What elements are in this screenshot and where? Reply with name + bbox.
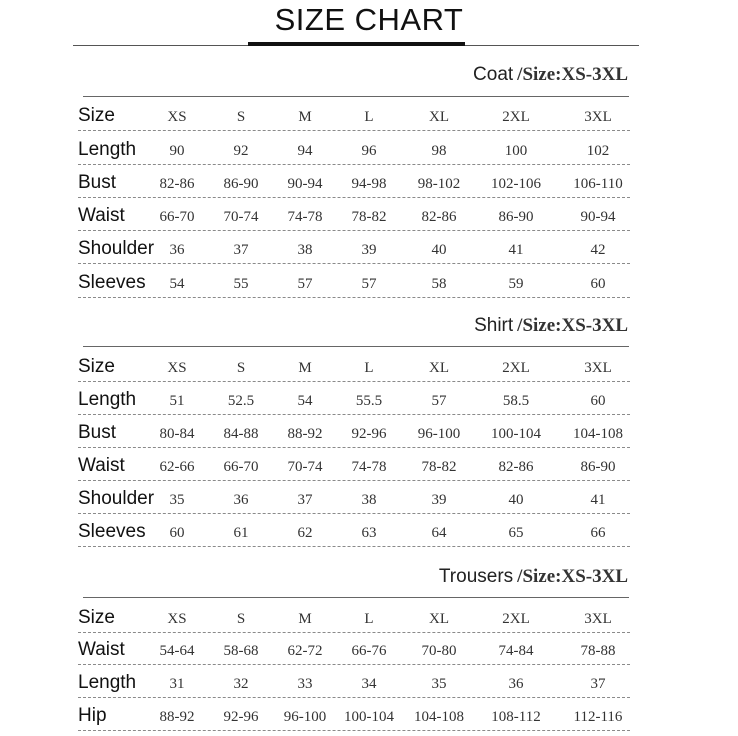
table-cell: 100-104 [344, 709, 394, 725]
table-cell: L [364, 360, 374, 376]
table-cell: XS [167, 611, 187, 627]
row-label: Sleeves [78, 272, 146, 293]
shirt-section-heading [474, 315, 628, 337]
table-cell: 88-92 [159, 709, 195, 725]
table-cell: 100 [504, 143, 528, 159]
trousers-size-range: /Size:XS-3XL [517, 566, 628, 587]
page-title: SIZE CHART [274, 2, 464, 37]
trousers-row-size [78, 602, 630, 633]
row-label: Bust [78, 422, 117, 443]
table-cell: 40 [431, 242, 447, 258]
table-cell: 54 [169, 276, 185, 292]
table-cell: 39 [431, 492, 447, 508]
table-cell: 102 [586, 143, 610, 159]
row-label: Length [78, 139, 137, 160]
table-cell: M [298, 109, 312, 125]
row-label: Bust [78, 172, 117, 193]
table-cell: 62-66 [159, 459, 195, 475]
table-cell: 104-108 [414, 709, 464, 725]
table-cell: L [364, 109, 374, 125]
table-cell: 98 [431, 143, 447, 159]
coat-section-name: Coat [473, 64, 514, 85]
table-cell: XS [167, 360, 187, 376]
coat-row-size [78, 100, 630, 131]
table-cell: 74-78 [287, 209, 323, 225]
table-cell: 82-86 [159, 176, 195, 192]
trousers-section-name: Trousers [438, 566, 514, 587]
table-cell: 60 [590, 393, 606, 409]
table-cell: 60 [590, 276, 606, 292]
table-cell: 3XL [584, 360, 612, 376]
table-cell: 41 [508, 242, 524, 258]
shirt-section-name: Shirt [474, 315, 514, 336]
table-cell: S [236, 109, 246, 125]
shirt-row-length [78, 384, 630, 415]
table-cell: 82-86 [498, 459, 534, 475]
table-cell: 100-104 [491, 426, 541, 442]
table-cell: XS [167, 109, 187, 125]
coat-row-waist [78, 200, 630, 231]
table-cell: 98-102 [417, 176, 461, 192]
table-cell: 104-108 [573, 426, 623, 442]
table-cell: 78-88 [580, 643, 616, 659]
table-cell: 63 [361, 525, 377, 541]
table-cell: 36 [233, 492, 249, 508]
coat-size-range: /Size:XS-3XL [517, 64, 628, 85]
table-cell: 57 [431, 393, 447, 409]
table-cell: 94-98 [351, 176, 387, 192]
shirt-heading-divider [83, 346, 629, 347]
table-cell: 86-90 [498, 209, 534, 225]
table-cell: 52.5 [227, 393, 255, 409]
table-cell: 2XL [502, 611, 530, 627]
table-cell: 38 [361, 492, 377, 508]
shirt-row-shoulder [78, 483, 630, 514]
table-cell: 59 [508, 276, 524, 292]
row-label: Shoulder [78, 238, 155, 259]
row-label: Hip [78, 705, 107, 726]
table-cell: 102-106 [491, 176, 541, 192]
row-label: Shoulder [78, 488, 155, 509]
table-cell: 70-74 [287, 459, 323, 475]
trousers-row-length [78, 667, 630, 698]
table-cell: 58 [431, 276, 447, 292]
table-cell: 94 [297, 143, 313, 159]
table-cell: 65 [508, 525, 524, 541]
table-cell: 70-74 [223, 209, 259, 225]
table-cell: 3XL [584, 109, 612, 125]
table-cell: 38 [297, 242, 313, 258]
table-cell: 54-64 [159, 643, 195, 659]
table-cell: 66-76 [351, 643, 387, 659]
coat-heading-divider [83, 96, 629, 97]
table-cell: 60 [169, 525, 185, 541]
table-cell: XL [429, 611, 449, 627]
row-label: Sleeves [78, 521, 146, 542]
trousers-heading-divider [83, 597, 629, 598]
table-cell: 37 [590, 676, 606, 692]
table-cell: 58.5 [502, 393, 530, 409]
table-cell: 84-88 [223, 426, 259, 442]
table-cell: 2XL [502, 109, 530, 125]
row-label: Length [78, 389, 137, 410]
table-cell: 96 [361, 143, 377, 159]
coat-row-shoulder [78, 233, 630, 264]
table-cell: 40 [508, 492, 524, 508]
table-cell: 86-90 [223, 176, 259, 192]
table-cell: 86-90 [580, 459, 616, 475]
row-label: Waist [78, 205, 125, 226]
table-cell: 82-86 [421, 209, 457, 225]
table-cell: 42 [590, 242, 606, 258]
table-cell: 92-96 [351, 426, 387, 442]
table-cell: 78-82 [421, 459, 457, 475]
table-cell: 70-80 [421, 643, 457, 659]
table-cell: 55.5 [355, 393, 383, 409]
table-cell: 92 [233, 143, 249, 159]
table-cell: 62 [297, 525, 313, 541]
shirt-row-waist [78, 450, 630, 481]
table-cell: 66 [590, 525, 606, 541]
table-cell: S [236, 611, 246, 627]
table-cell: 31 [169, 676, 185, 692]
title-underline [248, 42, 465, 46]
table-cell: 90-94 [580, 209, 616, 225]
table-cell: XL [429, 109, 449, 125]
table-cell: 90 [169, 143, 185, 159]
table-cell: 62-72 [287, 643, 323, 659]
table-cell: 90-94 [287, 176, 323, 192]
table-cell: M [298, 360, 312, 376]
table-cell: 112-116 [573, 709, 623, 725]
table-cell: 106-110 [573, 176, 623, 192]
row-label: Waist [78, 639, 125, 660]
trousers-row-waist [78, 634, 630, 665]
shirt-size-range: /Size:XS-3XL [517, 315, 628, 336]
table-cell: 34 [361, 676, 377, 692]
table-cell: 32 [233, 676, 249, 692]
table-cell: 33 [297, 676, 313, 692]
table-cell: 88-92 [287, 426, 323, 442]
coat-row-length [78, 134, 630, 165]
table-cell: 55 [233, 276, 249, 292]
table-cell: 74-84 [498, 643, 534, 659]
shirt-row-bust [78, 417, 630, 448]
table-cell: XL [429, 360, 449, 376]
table-cell: 36 [169, 242, 185, 258]
shirt-row-sleeves [78, 516, 630, 547]
table-cell: 41 [590, 492, 606, 508]
row-label: Size [78, 356, 115, 377]
table-cell: 61 [233, 525, 249, 541]
table-cell: 35 [169, 492, 185, 508]
coat-row-sleeves [78, 267, 630, 298]
table-cell: 64 [431, 525, 447, 541]
row-label: Size [78, 607, 115, 628]
coat-section-heading [473, 64, 628, 86]
table-cell: 66-70 [223, 459, 259, 475]
table-cell: 57 [297, 276, 313, 292]
table-cell: 3XL [584, 611, 612, 627]
table-cell: 2XL [502, 360, 530, 376]
row-label: Waist [78, 455, 125, 476]
table-cell: 39 [361, 242, 377, 258]
table-cell: 54 [297, 393, 313, 409]
table-cell: 78-82 [351, 209, 387, 225]
table-cell: 96-100 [283, 709, 327, 725]
table-cell: L [364, 611, 374, 627]
table-cell: 36 [508, 676, 524, 692]
table-cell: 58-68 [223, 643, 259, 659]
table-cell: 66-70 [159, 209, 195, 225]
table-cell: 57 [361, 276, 377, 292]
table-cell: 96-100 [417, 426, 461, 442]
table-cell: 35 [431, 676, 447, 692]
table-cell: 74-78 [351, 459, 387, 475]
row-label: Length [78, 672, 137, 693]
table-cell: S [236, 360, 246, 376]
table-cell: M [298, 611, 312, 627]
table-cell: 92-96 [223, 709, 259, 725]
row-label: Size [78, 105, 115, 126]
table-cell: 37 [233, 242, 249, 258]
coat-row-bust [78, 167, 630, 198]
table-cell: 80-84 [159, 426, 195, 442]
table-cell: 37 [297, 492, 313, 508]
table-cell: 108-112 [491, 709, 541, 725]
trousers-section-heading [439, 566, 628, 588]
table-cell: 51 [169, 393, 185, 409]
trousers-row-hip [78, 700, 630, 731]
shirt-row-size [78, 351, 630, 382]
